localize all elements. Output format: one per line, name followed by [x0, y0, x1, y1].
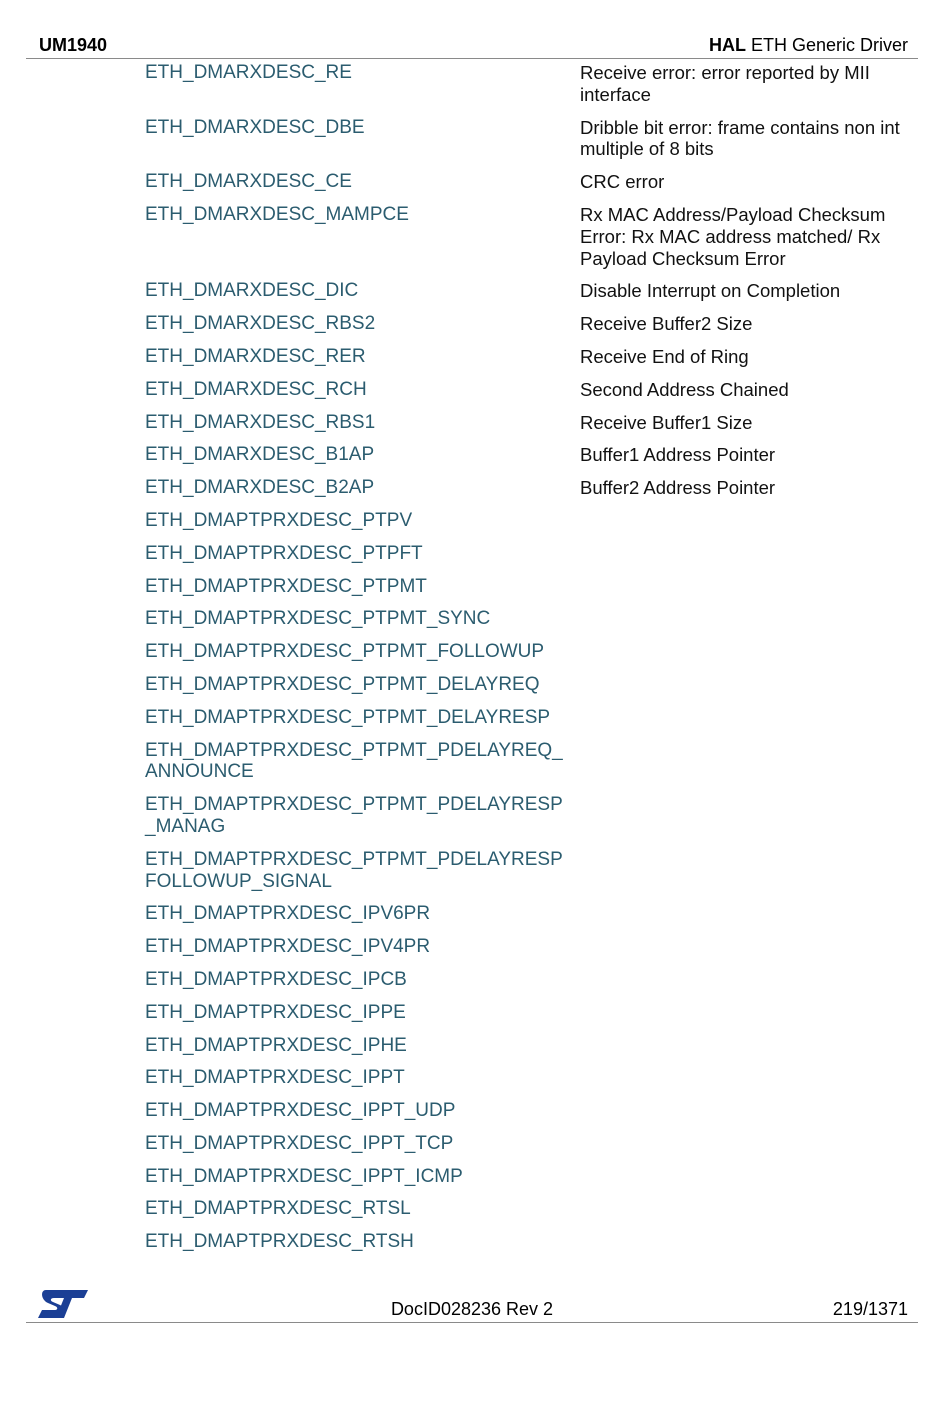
definition-row	[0, 412, 950, 434]
page-number: 219/1371	[832, 1299, 908, 1319]
macro-name: ETH_DMARXDESC_RCH	[145, 378, 367, 400]
definition-row	[0, 903, 950, 925]
definition-row	[0, 641, 950, 663]
macro-name: ETH_DMARXDESC_RBS1	[145, 411, 376, 433]
macro-description: Rx MAC Address/Payload Checksum Error: Rx MAC address matched/ Rx Payload Checksum Error	[580, 203, 886, 269]
document-reference: DocID028236 Rev 2	[390, 1299, 554, 1319]
document-id: UM1940	[39, 35, 108, 55]
macro-name: ETH_DMARXDESC_DIC	[145, 280, 359, 302]
macro-description: Buffer1 Address Pointer	[580, 444, 776, 466]
macro-name: ETH_DMARXDESC_RBS2	[145, 313, 376, 335]
macro-name: ETH_DMAPTPRXDESC_PTPMT_DELAYREQ	[145, 673, 540, 695]
definition-row	[0, 477, 950, 499]
macro-name: ETH_DMAPTPRXDESC_IPPT_TCP	[145, 1132, 454, 1154]
macro-name: ETH_DMAPTPRXDESC_PTPMT	[145, 575, 427, 597]
macro-description: Second Address Chained	[580, 378, 789, 400]
definition-row	[0, 608, 950, 630]
section-title	[709, 35, 908, 56]
macro-description: Receive End of Ring	[580, 345, 749, 367]
definition-row	[0, 707, 950, 729]
macro-name: ETH_DMAPTPRXDESC_PTPMT_FOLLOWUP	[145, 641, 545, 663]
macro-name: ETH_DMARXDESC_CE	[145, 171, 352, 193]
macro-description: Receive Buffer2 Size	[580, 313, 753, 335]
definition-row	[0, 379, 950, 401]
section-title-rest: ETH Generic Driver	[745, 35, 908, 55]
definition-row	[0, 313, 950, 335]
definition-row	[0, 117, 950, 161]
macro-name: ETH_DMAPTPRXDESC_IPV6PR	[145, 903, 431, 925]
macro-name: ETH_DMAPTPRXDESC_PTPFT	[145, 542, 423, 564]
definition-row	[0, 444, 950, 466]
macro-name: ETH_DMAPTPRXDESC_PTPMT_SYNC	[145, 608, 491, 630]
definition-row	[0, 204, 950, 269]
definition-row	[0, 1166, 950, 1188]
macro-name: ETH_DMAPTPRXDESC_PTPMT_PDELAYRESP_MANAG	[145, 794, 563, 837]
macro-description: CRC error	[580, 171, 665, 193]
definition-row	[0, 1231, 950, 1253]
macro-description: Receive error: error reported by MII interface	[580, 62, 870, 105]
page-header	[26, 34, 918, 59]
definition-row	[0, 346, 950, 368]
macro-description: Disable Interrupt on Completion	[580, 280, 841, 302]
macro-name: ETH_DMARXDESC_DBE	[145, 116, 365, 138]
definition-row	[0, 280, 950, 302]
definition-row	[0, 1002, 950, 1024]
macro-name: ETH_DMARXDESC_B2AP	[145, 477, 375, 499]
macro-name: ETH_DMAPTPRXDESC_IPV4PR	[145, 936, 431, 958]
macro-name: ETH_DMARXDESC_RE	[145, 62, 352, 83]
macro-name: ETH_DMAPTPRXDESC_PTPV	[145, 509, 413, 531]
definition-row	[0, 674, 950, 696]
macro-description: Dribble bit error: frame contains non int multiple of 8 bits	[580, 116, 900, 160]
macro-name: ETH_DMAPTPRXDESC_PTPMT_PDELAYRESPFOLLOWUP_SIGNAL	[145, 848, 563, 892]
page-footer	[26, 1288, 918, 1323]
macro-name: ETH_DMAPTPRXDESC_IPPT_UDP	[145, 1100, 456, 1122]
macro-name: ETH_DMARXDESC_MAMPCE	[145, 203, 409, 225]
macro-name: ETH_DMAPTPRXDESC_PTPMT_DELAYRESP	[145, 706, 551, 728]
definition-row	[0, 1100, 950, 1122]
definition-row	[0, 543, 950, 565]
macro-name: ETH_DMAPTPRXDESC_IPHE	[145, 1034, 407, 1056]
macro-description: Buffer2 Address Pointer	[580, 477, 776, 499]
definition-row	[0, 794, 950, 838]
macro-name: ETH_DMAPTPRXDESC_RTSH	[145, 1231, 414, 1253]
macro-name: ETH_DMARXDESC_RER	[145, 345, 366, 367]
definition-row	[0, 62, 950, 106]
macro-name: ETH_DMAPTPRXDESC_IPPT	[145, 1067, 405, 1089]
definition-row	[0, 510, 950, 532]
definition-row	[0, 849, 950, 893]
definitions-list	[0, 62, 950, 1264]
definition-row	[0, 936, 950, 958]
definition-row	[0, 1198, 950, 1220]
macro-name: ETH_DMAPTPRXDESC_RTSL	[145, 1198, 411, 1220]
macro-description: Receive Buffer1 Size	[580, 411, 753, 433]
definition-row	[0, 969, 950, 991]
macro-name: ETH_DMARXDESC_B1AP	[145, 444, 375, 466]
definition-row	[0, 1035, 950, 1057]
definition-row	[0, 171, 950, 193]
macro-name: ETH_DMAPTPRXDESC_PTPMT_PDELAYREQ_ANNOUNCE	[145, 739, 563, 783]
section-title-bold: HAL	[708, 35, 746, 55]
definition-row	[0, 1133, 950, 1155]
definition-row	[0, 740, 950, 784]
macro-name: ETH_DMAPTPRXDESC_IPPT_ICMP	[145, 1165, 463, 1187]
definition-row	[0, 1067, 950, 1089]
macro-name: ETH_DMAPTPRXDESC_IPCB	[145, 968, 407, 990]
definition-row	[0, 576, 950, 598]
macro-name: ETH_DMAPTPRXDESC_IPPE	[145, 1001, 406, 1023]
